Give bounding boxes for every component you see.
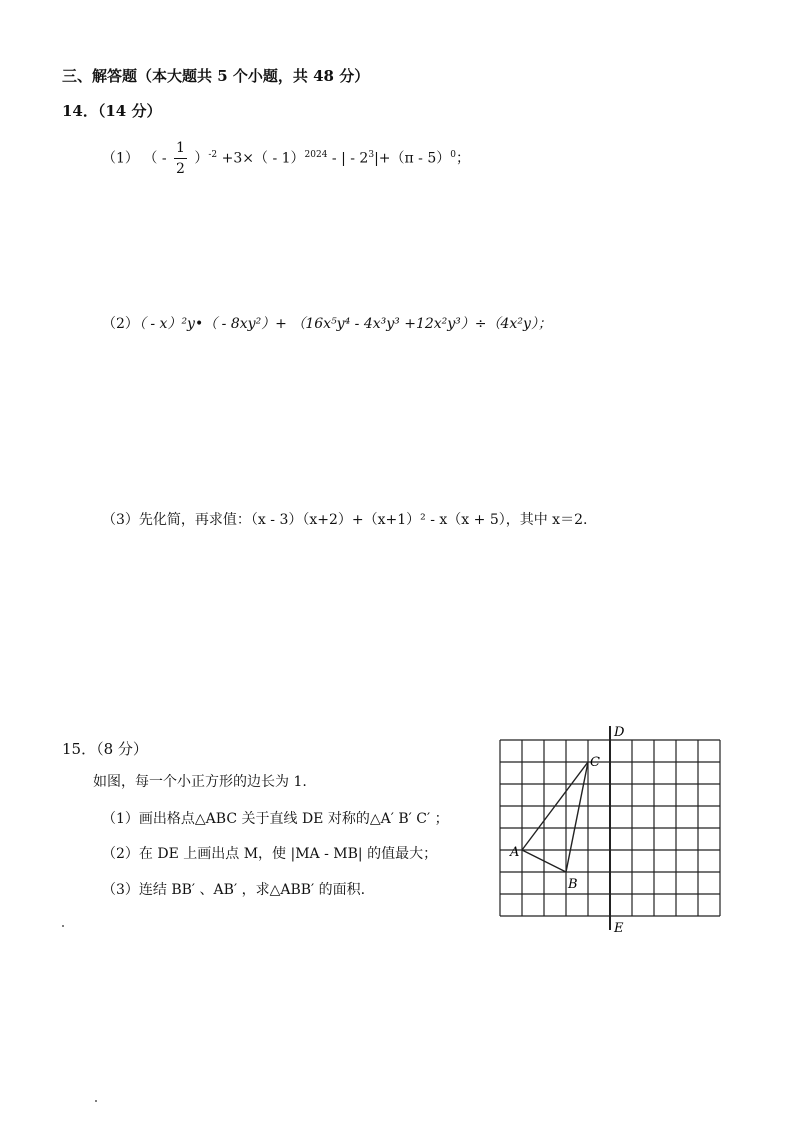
- q14-part1-term3: - | - 2: [331, 150, 369, 167]
- side-bc: [566, 762, 588, 872]
- q14-part1: [102, 138, 470, 179]
- label-b: B: [568, 877, 578, 892]
- q14-part1-exp3: 3: [368, 149, 375, 160]
- q14-part1-exp1: -2: [208, 149, 218, 160]
- q14-part1-close: ）: [194, 150, 209, 167]
- q14-header: 14．（14 分）: [62, 102, 162, 120]
- scan-speck: [62, 925, 64, 927]
- q14-part1-term4: |+（π - 5）: [374, 150, 451, 167]
- fraction-numerator: 1: [174, 138, 187, 159]
- q15-item-2: （2）在 DE 上画出点 M，使 |MA - MB| 的值最大；: [102, 846, 438, 862]
- q14-part2-label: （2）: [102, 316, 139, 332]
- q15-header: 15．（8 分）: [62, 740, 148, 758]
- label-c: C: [590, 755, 600, 770]
- q14-part1-label: （1）: [102, 150, 139, 167]
- q15-item-3: （3）连结 BB′ 、AB′ ，求△ABB′ 的面积.: [102, 882, 366, 898]
- q14-part3: [102, 509, 587, 529]
- q14-part1-exp2: 2024: [304, 149, 328, 160]
- q14-part2: [102, 313, 552, 333]
- q14-part2-text: （ - x）²y•（ - 8xy²）+ （16x⁵y⁴ - 4x³y³ +12x²y³）÷（4x²y）；: [138, 316, 552, 332]
- q14-part1-fraction: [174, 138, 187, 179]
- section-title: 三、解答题（本大题共 5 个小题，共 48 分）: [62, 67, 370, 85]
- q15-intro: 如图，每一个小正方形的边长为 1.: [93, 774, 307, 790]
- scan-speck: [95, 1100, 97, 1102]
- q14-part1-end: ；: [455, 150, 470, 167]
- q14-part1-open: （ -: [143, 150, 167, 167]
- q15-item-1: （1）画出格点△ABC 关于直线 DE 对称的△A′ B′ C′ ；: [102, 811, 449, 827]
- q14-part3-text: 先化简，再求值：（x - 3）（x+2）+（x+1）² - x（x + 5），其中 x＝2.: [138, 512, 588, 528]
- q14-part1-exp4: 0: [450, 149, 456, 160]
- label-a: A: [510, 845, 520, 860]
- grid-figure: [490, 720, 730, 942]
- q14-part3-label: （3）: [102, 512, 139, 528]
- q14-part1-term2: +3×（ - 1）: [221, 150, 305, 167]
- fraction-denominator: 2: [176, 161, 185, 177]
- triangle-abc: [522, 762, 588, 872]
- label-e: E: [614, 921, 624, 936]
- label-d: D: [614, 725, 625, 740]
